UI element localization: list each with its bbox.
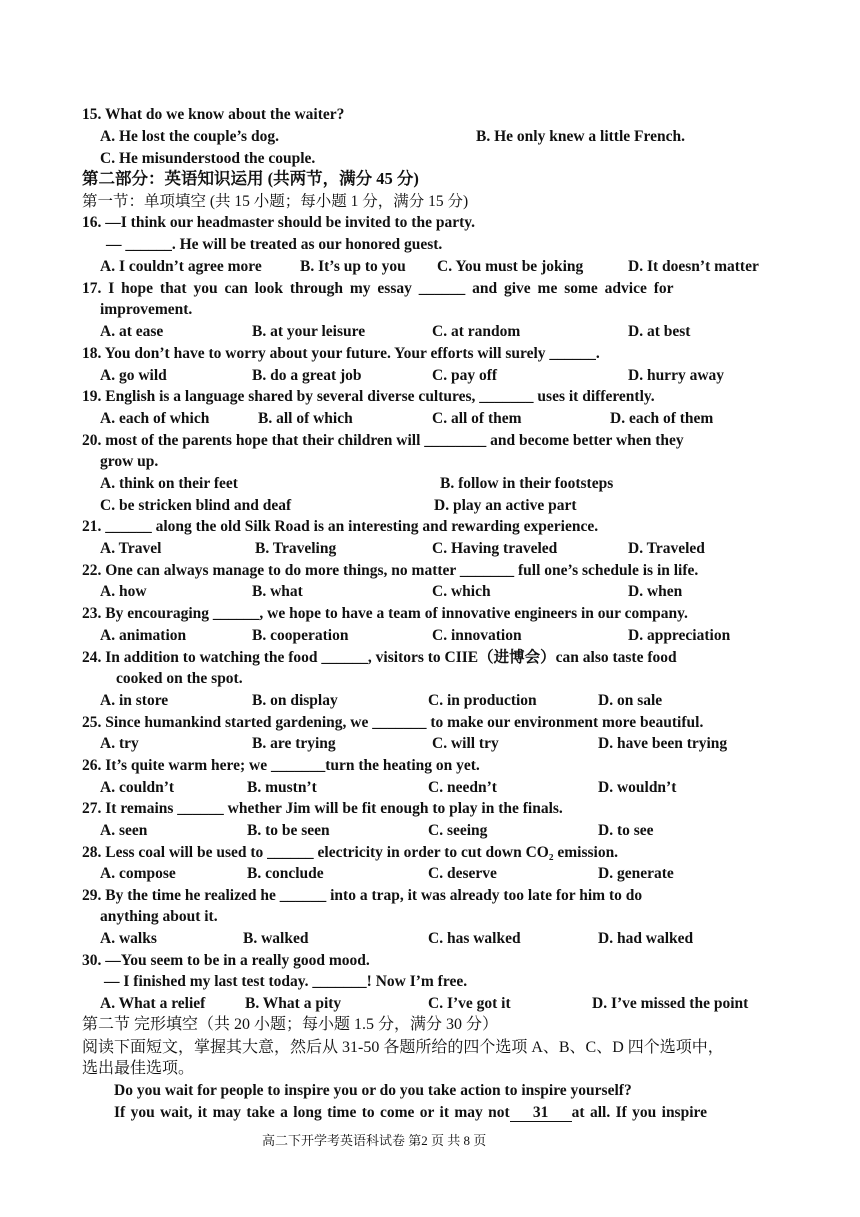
question-23-stem: 23. By encouraging ______, we hope to have a team of innovative engineers in our company. [82, 605, 688, 622]
q29-option-d: D. had walked [598, 930, 694, 947]
q21-option-b: B. Traveling [255, 540, 337, 557]
q21-option-d: D. Traveled [628, 540, 705, 557]
q21-option-a: A. Travel [100, 540, 162, 557]
q22-option-a: A. how [100, 583, 147, 600]
q29-option-b: B. walked [243, 930, 309, 947]
cloze-instructions-line1: 阅读下面短文，掌握其大意，然后从 31-50 各题所给的四个选项 A、B、C、D 四个选项中， [82, 1039, 724, 1056]
q24-option-a: A. in store [100, 692, 169, 709]
q25-option-a: A. try [100, 735, 139, 752]
q24-option-c: C. in production [428, 692, 537, 709]
q20-option-d: D. play an active part [434, 497, 577, 514]
page-footer: 高二下开学考英语科试卷 第2 页 共 8 页 [262, 1133, 487, 1148]
q23-option-c: C. innovation [432, 627, 522, 644]
q20-option-a: A. think on their feet [100, 475, 238, 492]
q28-option-a: A. compose [100, 865, 176, 882]
q20-option-c: C. be stricken blind and deaf [100, 497, 292, 514]
q28-option-c: C. deserve [428, 865, 497, 882]
q29-option-c: C. has walked [428, 930, 521, 947]
q28-option-b: B. conclude [247, 865, 324, 882]
question-15-stem: 15. What do we know about the waiter? [82, 106, 345, 123]
q16-option-c: C. You must be joking [437, 258, 584, 275]
question-16-stem: 16. —I think our headmaster should be invited to the party. [82, 214, 476, 231]
q20-option-b: B. follow in their footsteps [440, 475, 614, 492]
part2-heading: 第二部分：英语知识运用 (共两节，满分 45 分) [82, 169, 419, 188]
q24-option-d: D. on sale [598, 692, 663, 709]
q18-option-a: A. go wild [100, 367, 167, 384]
question-18-stem: 18. You don’t have to worry about your future. Your efforts will surely ______. [82, 345, 600, 362]
question-19-stem: 19. English is a language shared by several diverse cultures, _______ uses it differently. [82, 388, 655, 405]
question-17-stem: 17. I hope that you can look through my essay ______ and give me some advice for [82, 280, 674, 297]
question-24-stem-cont: cooked on the spot. [116, 670, 243, 687]
q30-option-d: D. I’ve missed the point [592, 995, 749, 1012]
q22-option-b: B. what [252, 583, 303, 600]
question-16-reply: — ______. He will be treated as our honored guest. [106, 236, 443, 253]
question-17-stem-cont: improvement. [100, 301, 193, 318]
question-26-stem: 26. It’s quite warm here; we _______turn the heating on yet. [82, 757, 480, 774]
q26-option-d: D. wouldn’t [598, 779, 677, 796]
q17-option-c: C. at random [432, 323, 521, 340]
question-24-stem: 24. In addition to watching the food ______, visitors to CIIE（进博会）can also taste food [82, 649, 677, 666]
q27-option-a: A. seen [100, 822, 148, 839]
blank-31: 31 [510, 1104, 572, 1122]
q27-option-d: D. to see [598, 822, 654, 839]
q18-option-c: C. pay off [432, 367, 498, 384]
q24-option-b: B. on display [252, 692, 338, 709]
q17-option-d: D. at best [628, 323, 691, 340]
passage-line2 [114, 1103, 707, 1123]
q22-option-c: C. which [432, 583, 491, 600]
q23-option-d: D. appreciation [628, 627, 731, 644]
q19-option-c: C. all of them [432, 410, 522, 427]
q30-option-c: C. I’ve got it [428, 995, 511, 1012]
question-22-stem: 22. One can always manage to do more things, no matter _______ full one’s schedule is in life. [82, 562, 699, 579]
question-27-stem: 27. It remains ______ whether Jim will be fit enough to play in the finals. [82, 800, 563, 817]
q30-option-a: A. What a relief [100, 995, 206, 1012]
q19-option-a: A. each of which [100, 410, 210, 427]
passage-line2-end: at all. If you inspire [571, 1104, 707, 1121]
q15-option-c: C. He misunderstood the couple. [100, 150, 316, 167]
question-28-stem: 28. Less coal will be used to ______ electricity in order to cut down CO₂ emission. [82, 844, 619, 861]
q17-option-a: A. at ease [100, 323, 164, 340]
q15-option-b: B. He only knew a little French. [476, 128, 685, 145]
q16-option-a: A. I couldn’t agree more [100, 258, 262, 275]
q19-option-d: D. each of them [610, 410, 714, 427]
q21-option-c: C. Having traveled [432, 540, 558, 557]
q19-option-b: B. all of which [258, 410, 353, 427]
q27-option-b: B. to be seen [247, 822, 330, 839]
q18-option-d: D. hurry away [628, 367, 725, 384]
q26-option-c: C. needn’t [428, 779, 497, 796]
question-29-stem: 29. By the time he realized he ______ into a trap, it was already too late for him to do [82, 887, 643, 904]
passage-line2-start: If you wait, it may take a long time to come or it may not [114, 1104, 510, 1121]
question-25-stem: 25. Since humankind started gardening, we _______ to make our environment more beautiful. [82, 714, 704, 731]
question-29-stem-cont: anything about it. [100, 908, 218, 925]
q16-option-d: D. It doesn’t matter [628, 258, 759, 275]
q22-option-d: D. when [628, 583, 683, 600]
q23-option-a: A. animation [100, 627, 187, 644]
q15-option-a: A. He lost the couple’s dog. [100, 128, 279, 145]
q16-option-b: B. It’s up to you [300, 258, 406, 275]
question-21-stem: 21. ______ along the old Silk Road is an interesting and rewarding experience. [82, 518, 599, 535]
q29-option-a: A. walks [100, 930, 157, 947]
q25-option-c: C. will try [432, 735, 499, 752]
cloze-instructions-line2: 选出最佳选项。 [82, 1060, 195, 1077]
q17-option-b: B. at your leisure [252, 323, 366, 340]
q25-option-b: B. are trying [252, 735, 336, 752]
q27-option-c: C. seeing [428, 822, 488, 839]
section2-heading: 第二节 完形填空（共 20 小题；每小题 1.5 分，满分 30 分） [82, 1016, 499, 1033]
question-30-reply: — I finished my last test today. _______! Now I’m free. [104, 973, 468, 990]
question-20-stem: 20. most of the parents hope that their children will ________ and become better when they [82, 432, 684, 449]
q26-option-b: B. mustn’t [247, 779, 317, 796]
question-20-stem-cont: grow up. [100, 453, 159, 470]
q23-option-b: B. cooperation [252, 627, 349, 644]
question-30-stem: 30. —You seem to be in a really good mood. [82, 952, 370, 969]
passage-line1: Do you wait for people to inspire you or do you take action to inspire yourself? [114, 1082, 632, 1099]
q25-option-d: D. have been trying [598, 735, 728, 752]
q26-option-a: A. couldn’t [100, 779, 175, 796]
q18-option-b: B. do a great job [252, 367, 362, 384]
section1-heading: 第一节：单项填空 (共 15 小题；每小题 1 分，满分 15 分) [82, 193, 469, 210]
q28-option-d: D. generate [598, 865, 674, 882]
q30-option-b: B. What a pity [245, 995, 342, 1012]
